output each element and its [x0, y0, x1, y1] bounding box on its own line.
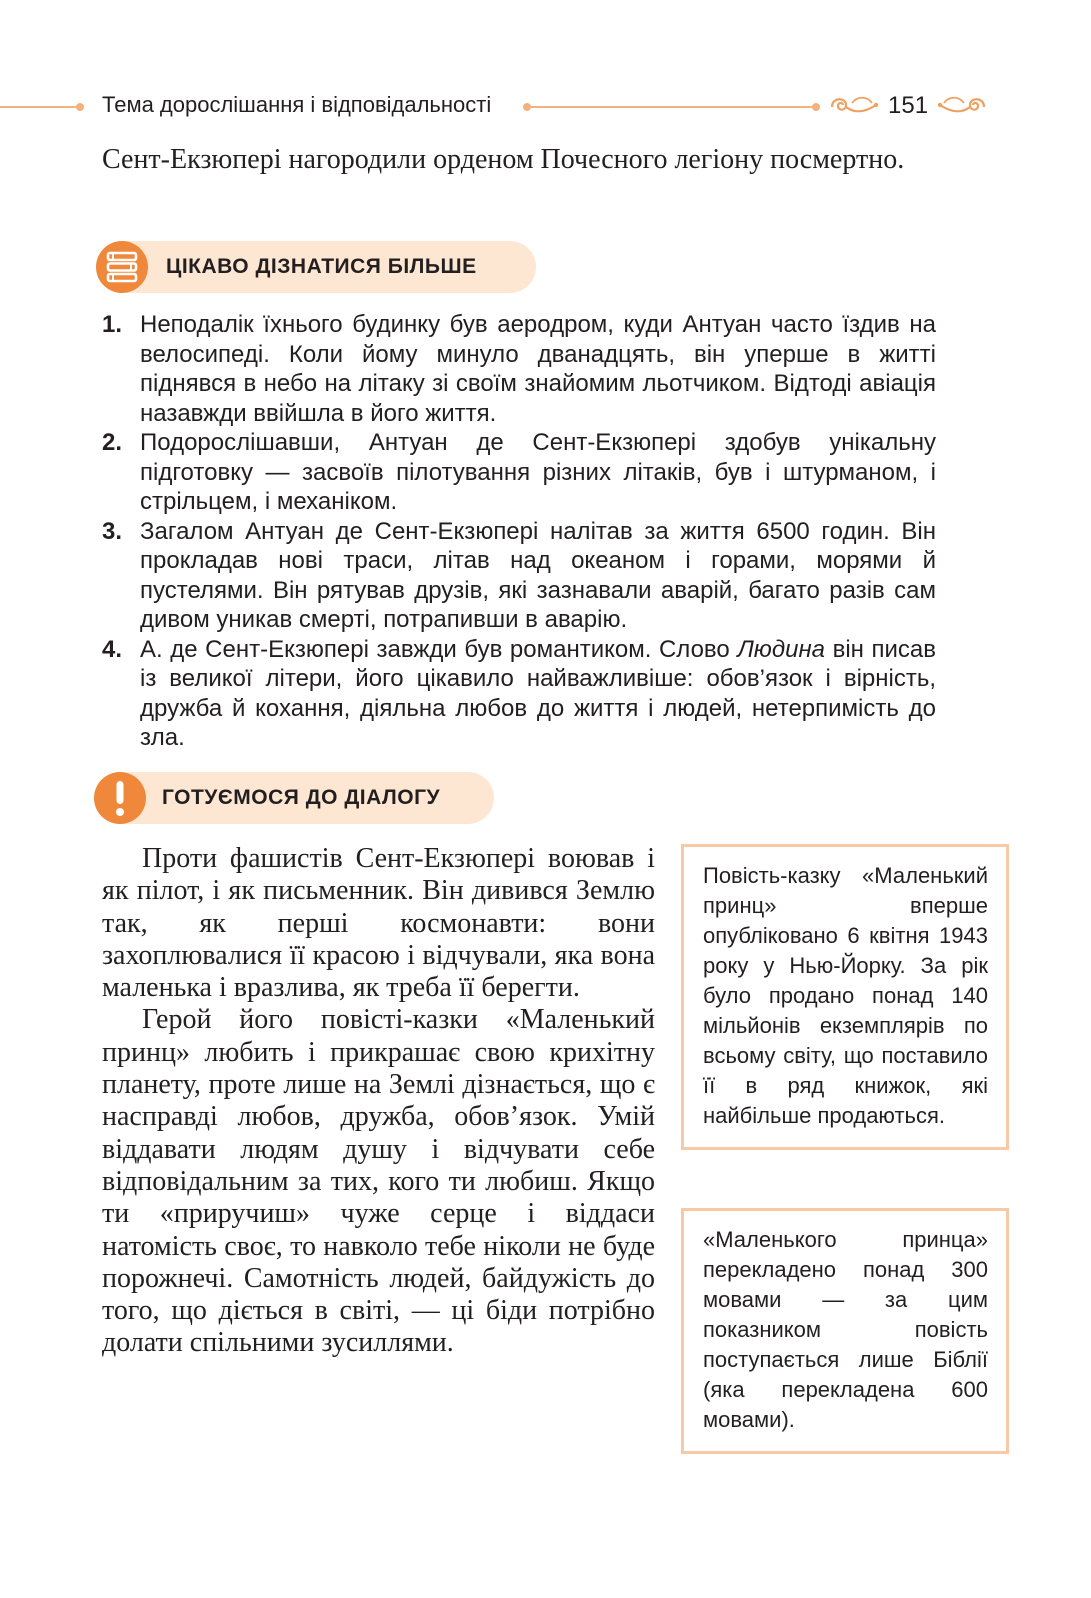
header-rule-left	[0, 106, 78, 108]
list-item	[102, 310, 936, 428]
list-item	[102, 517, 936, 635]
books-icon	[96, 241, 148, 293]
header-dot	[812, 103, 820, 111]
dialogue-text	[102, 843, 655, 1360]
list-item	[102, 635, 936, 753]
sidebar-box-translations: «Маленького принца» перекладено понад 300 мовами — за цим показником повість поступається лише Біблії (яка перекладена 600 мовами).	[681, 1208, 1009, 1454]
swirl-ornament-icon	[828, 91, 880, 121]
header-dot	[76, 103, 84, 111]
page-number: 151	[888, 92, 929, 119]
list-item-text: Неподалік їхнього будинку був аеродром, куди Антуан часто їздив на велосипеді. Коли йому минуло дванадцять, він уперше в житті піднявся в небо на літаку зі своїм знайомим льотчиком. Відтоді авіація назавжди ввійшла в його життя.	[140, 311, 936, 427]
list-item-text: Загалом Антуан де Сент-Екзюпері налітав за життя 6500 годин. Він прокладав нові траси, літав над океаном і горами, морями й пустелями. Він рятував друзів, які зазнавали аварій, багато разів сам дивом уникав смерті, потрапивши в аварію.	[140, 517, 936, 633]
intro-paragraph: Сент-Екзюпері нагородили орденом Почесного легіону посмертно.	[102, 144, 905, 175]
list-item-text: Подорослішавши, Антуан де Сент-Екзюпері здобув унікальну підготовку — засвоїв пілотування різних літаків, був і штурманом, і стрільцем, і механіком.	[140, 429, 936, 515]
list-item-number: 3.	[102, 517, 123, 545]
section-title: ЦІКАВО ДІЗНАТИСЯ БІЛЬШЕ	[166, 255, 477, 278]
section-title: ГОТУЄМОСЯ ДО ДІАЛОГУ	[162, 786, 441, 809]
exclamation-icon	[94, 772, 146, 824]
list-item-number: 4.	[102, 635, 123, 663]
list-item-number: 2.	[102, 429, 123, 456]
body-paragraph: Герой його повісті-казки «Маленький принц» любить і прикрашає свою крихітну планету, проте лише на Землі дізнається, що є насправді любов, дружба, обов’язок. Умій віддавати людям душу і відчувати себе відповідальним за тих, кого ти любиш. Якщо ти «приручиш» чуже серце і віддаси натомість своє, то навколо тебе ніколи не буде порожнечі. Самотність людей, байдужість до того, що діється в світі, — ці біди потрібно долати спільними зусиллями.	[102, 1004, 655, 1359]
facts-list	[102, 310, 936, 753]
sidebar-box-publication: Повість-казку «Маленький принц» вперше опубліковано 6 квітня 1943 року у Нью-Йорку. За рік було продано понад 140 мільйонів екземплярів по всьому світу, що поставило її в ряд книжок, які найбільше продаються.	[681, 844, 1009, 1150]
section-banner-learn-more	[96, 241, 536, 293]
running-header-title: Тема дорослішання і відповідальності	[102, 92, 492, 117]
body-paragraph: Проти фашистів Сент-Екзюпері воював і як пілот, і як письменник. Він дивився Землю так, як перші космонавти: вони захоплювалися її красою і відчували, яка вона маленька і вразлива, як треба її берегти.	[102, 843, 655, 1004]
section-banner-dialogue	[94, 772, 494, 824]
swirl-ornament-icon	[936, 91, 988, 121]
running-header	[0, 88, 1091, 128]
list-item-emphasis: Людина	[737, 635, 826, 663]
list-item-number: 1.	[102, 311, 123, 338]
list-item-text: А. де Сент-Екзюпері завжди був романтиком. Слово	[140, 635, 738, 663]
list-item-text: він писав із великої літери, його цікавило найважливіше: обов’язок і вірність, дружба й кохання, діяльна любов до життя і людей, нетерпимість до зла.	[140, 635, 937, 751]
header-rule-right	[527, 106, 815, 108]
list-item	[102, 428, 936, 517]
